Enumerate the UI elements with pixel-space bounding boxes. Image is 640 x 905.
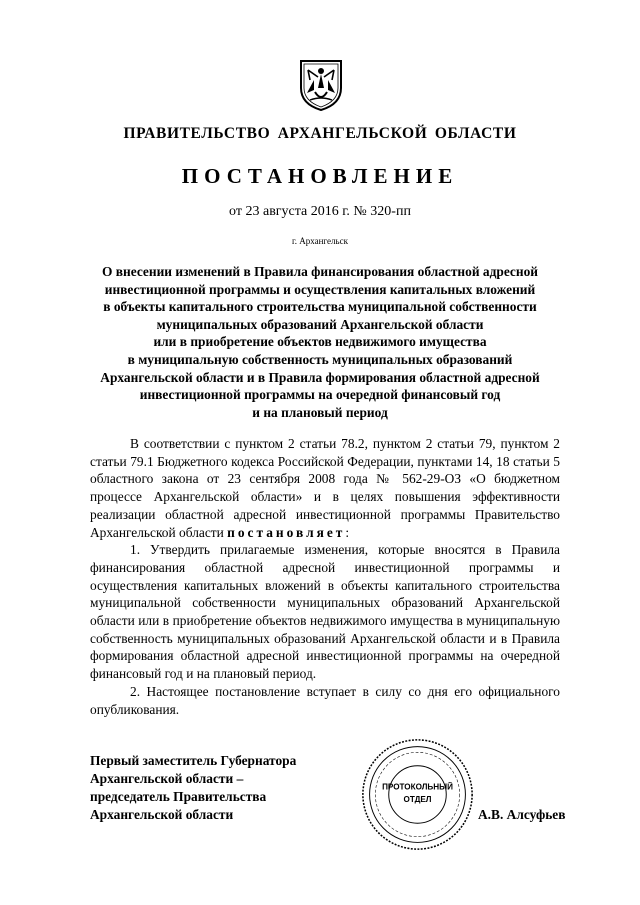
title-line: или в приобретение объектов недвижимого имущества	[153, 334, 487, 350]
organization-name: ПРАВИТЕЛЬСТВО АРХАНГЕЛЬСКОЙ ОБЛАСТИ	[123, 125, 517, 142]
stamp-line-2: ОТДЕЛ	[403, 795, 432, 805]
preamble-paragraph	[90, 435, 560, 541]
title-line: Архангельской области и в Правила формирования областной адресной	[100, 369, 540, 385]
signer-position	[90, 752, 350, 824]
title-line: инвестиционной программы и осуществления капитальных вложений	[104, 281, 536, 297]
title-line: инвестиционной программы на очередной финансовый год	[139, 387, 501, 403]
official-stamp	[360, 737, 475, 852]
date-number: от 23 августа 2016 г. № 320-пп	[229, 204, 411, 219]
title-line: и на плановый период	[252, 404, 388, 420]
document-body	[90, 435, 560, 718]
signer-position-line: Архангельской области	[90, 807, 234, 822]
resolves-colon: :	[345, 524, 350, 540]
preamble-text: В соответствии с пунктом 2 статьи 78.2, пунктом 2 статьи 79, пунктом 2 статьи 79.1 Бюджетного кодекса Российской Федерации, пунктами 14, 18 статьи 5 областного закона от 23 сентября 2008 года № 562-29-ОЗ «О бюджетном процессе Архангельской области» и в целях повышения эффективности реализации областной адресной инвестиционной программы Правительство Архангельской области	[90, 436, 560, 540]
city: г. Архангельск	[292, 236, 348, 246]
signer-position-line: Первый заместитель Губернатора	[90, 753, 297, 768]
signer-position-line: председатель Правительства	[90, 789, 267, 804]
document-type: ПОСТАНОВЛЕНИЕ	[181, 164, 459, 188]
title-line: в муниципальную собственность муниципальных образований	[127, 351, 513, 367]
resolves-word: постановляет	[227, 524, 346, 540]
item-2-paragraph: 2. Настоящее постановление вступает в силу со дня его официального опубликования.	[90, 683, 560, 717]
signer-position-line: Архангельской области –	[90, 771, 244, 786]
coat-of-arms-icon	[298, 58, 344, 112]
title-line: в объекты капитального строительства муниципальной собственности	[103, 299, 537, 315]
title-line: муниципальных образований Архангельской области	[156, 316, 484, 332]
item-1-paragraph: 1. Утвердить прилагаемые изменения, которые вносятся в Правила финансирования областной адресной инвестиционной программы и осуществления капитальных вложений в объекты капитального строительства муниципальной собственности муниципальных образований Архангельской области или в приобретение объектов недвижимого имущества в муниципальную собственность муниципальных образований Архангельской области и в Правила формирования областной адресной инвестиционной программы на очередной финансовый год и на плановый период.	[90, 542, 560, 682]
signer-name: А.В. Алсуфьев	[478, 807, 566, 822]
title-line: О внесении изменений в Правила финансирования областной адресной	[102, 264, 538, 279]
document-title	[90, 263, 550, 421]
stamp-line-1: ПРОТОКОЛЬНЫЙ	[382, 782, 453, 792]
